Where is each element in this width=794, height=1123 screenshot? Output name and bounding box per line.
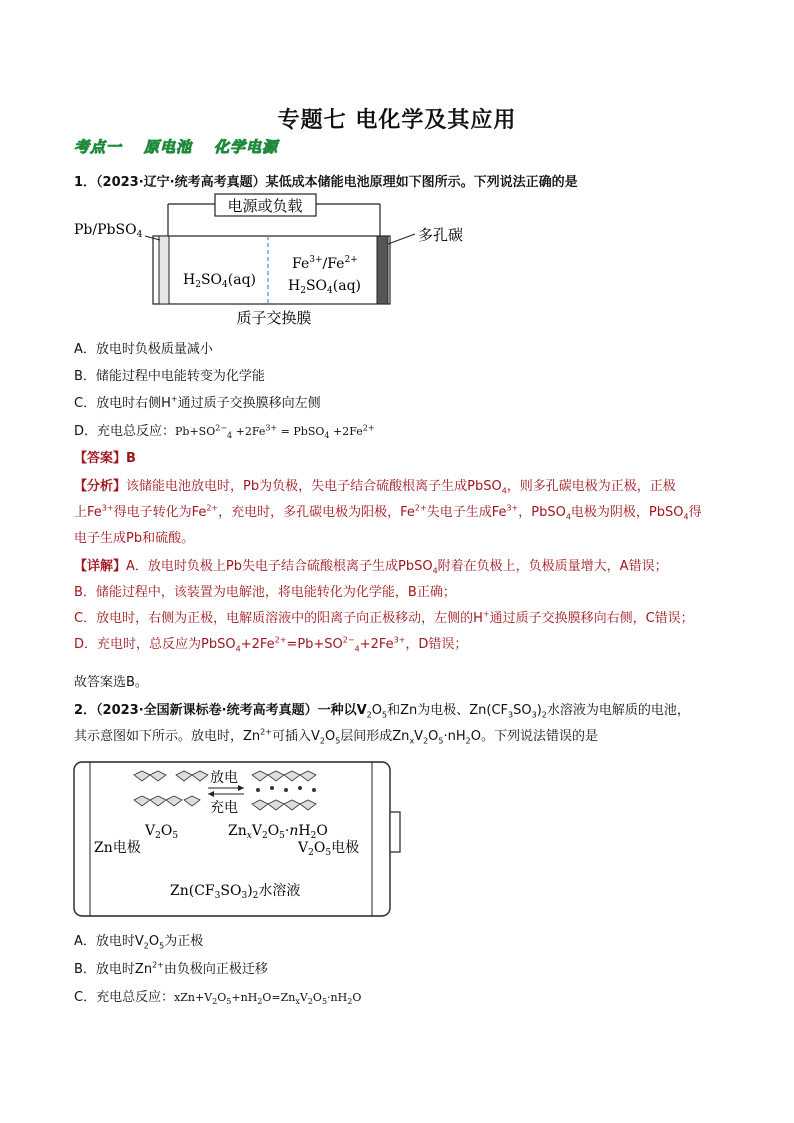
q2-discharge-label: 放电 — [210, 770, 238, 786]
q1-membrane-label: 质子交换膜 — [236, 309, 312, 327]
page-title: 专题七 电化学及其应用 — [277, 108, 517, 133]
q2-option-b: B．放电时$Zn^{2+}$由负极向正极迁移 — [74, 960, 268, 977]
q2-znx-label: $Zn_xV_2O_5\cdot nH_2O$ — [228, 823, 328, 841]
q1-right-solution-line2: $H_2SO_4(aq)$ — [288, 278, 361, 296]
q2-v2o5-label: $V_2O_5$ — [145, 823, 179, 841]
q2-option-a: A．放电时$V_2O_5$为正极 — [74, 934, 204, 951]
q1-detail: 【详解】A．放电时负极上Pb失电子结合硫酸根离子生成PbSO$_4$附着在负极上，负极质量增大，A错误； B．储能过程中，该装置为电解池，将电能转化为化学能，B正确； C．放电时，右侧为正极，电解质溶液中的阳离子向正极移动，左侧的H+通过质子交换膜移向右侧，C错误； D．充电时，总反应为$PbSO_4+2Fe^{2+}=Pb+SO^{2-}_4+2Fe^{3+}$，D错误； — [74, 559, 694, 654]
q1-option-a: A．放电时负极质量减小 — [74, 342, 213, 357]
q1-left-electrode-label: Pb/PbSO$_4$ — [74, 222, 143, 240]
q2-option-c: C．充电总反应：$xZn+V_2O_5+nH_2O=Zn_xV_2O_5\cdot nH_2O$ — [74, 990, 362, 1007]
q2-v2o5-electrode-label: $V_2O_5$电极 — [298, 840, 360, 858]
q2-battery-diagram — [72, 760, 412, 920]
section-heading: 考点一 原电池 化学电源 — [74, 138, 279, 156]
q2-zn-electrode-label: Zn电极 — [94, 840, 141, 856]
q2-stem: 2．（2023·全国新课标卷·统考高考真题）一种以$V_2O_5$和Zn为电极、$Zn(CF_3SO_3)_2$水溶液为电解质的电池， 其示意图如下所示。放电时，$Zn^{2+}$可插入$V_2O_5$层间形成$Zn_xV_2O_5\cdot nH_2O$。下列说法错误的是 — [74, 703, 690, 746]
q1-option-b: B．储能过程中电能转变为化学能 — [74, 369, 265, 384]
q1-right-electrode-label: 多孔碳 — [418, 226, 464, 244]
q1-conclusion: 故答案选B。 — [74, 675, 148, 690]
q1-battery-diagram — [70, 192, 480, 332]
q1-option-c: C．放电时右侧H+通过质子交换膜移向左侧 — [74, 394, 321, 411]
q1-answer: 【答案】B — [74, 451, 136, 466]
q2-electrolyte-label: $Zn(CF_3SO_3)_2$水溶液 — [170, 883, 301, 901]
q1-analysis: 【分析】该储能电池放电时，Pb为负极，失电子结合硫酸根离子生成PbSO$_4$，则多孔碳电极为正极，正极 上$Fe^{3+}$得电子转化为$Fe^{2+}$，充电时，多孔碳电极为阳极，$Fe^{2+}$失电子生成$Fe^{3+}$，PbSO$_4$电极为阴极，PbSO$_4$得 电子生成Pb和硫酸。 — [74, 479, 702, 546]
q1-diagram-top-label: 电源或负载 — [227, 197, 303, 215]
q1-option-d: D．充电总反应：$Pb+SO^{2-}_4 +2Fe^{3+}$ = PbSO$_4$ $+2Fe^{2+}$ — [74, 423, 375, 441]
q1-left-solution: $H_2SO_4(aq)$ — [183, 272, 256, 290]
q1-right-solution-line1: $Fe^{3+}/Fe^{2+}$ — [292, 255, 358, 272]
q1-stem: 1．（2023·辽宁·统考高考真题）某低成本储能电池原理如下图所示。下列说法正确的是 — [74, 175, 578, 190]
q2-charge-label: 充电 — [210, 800, 238, 816]
